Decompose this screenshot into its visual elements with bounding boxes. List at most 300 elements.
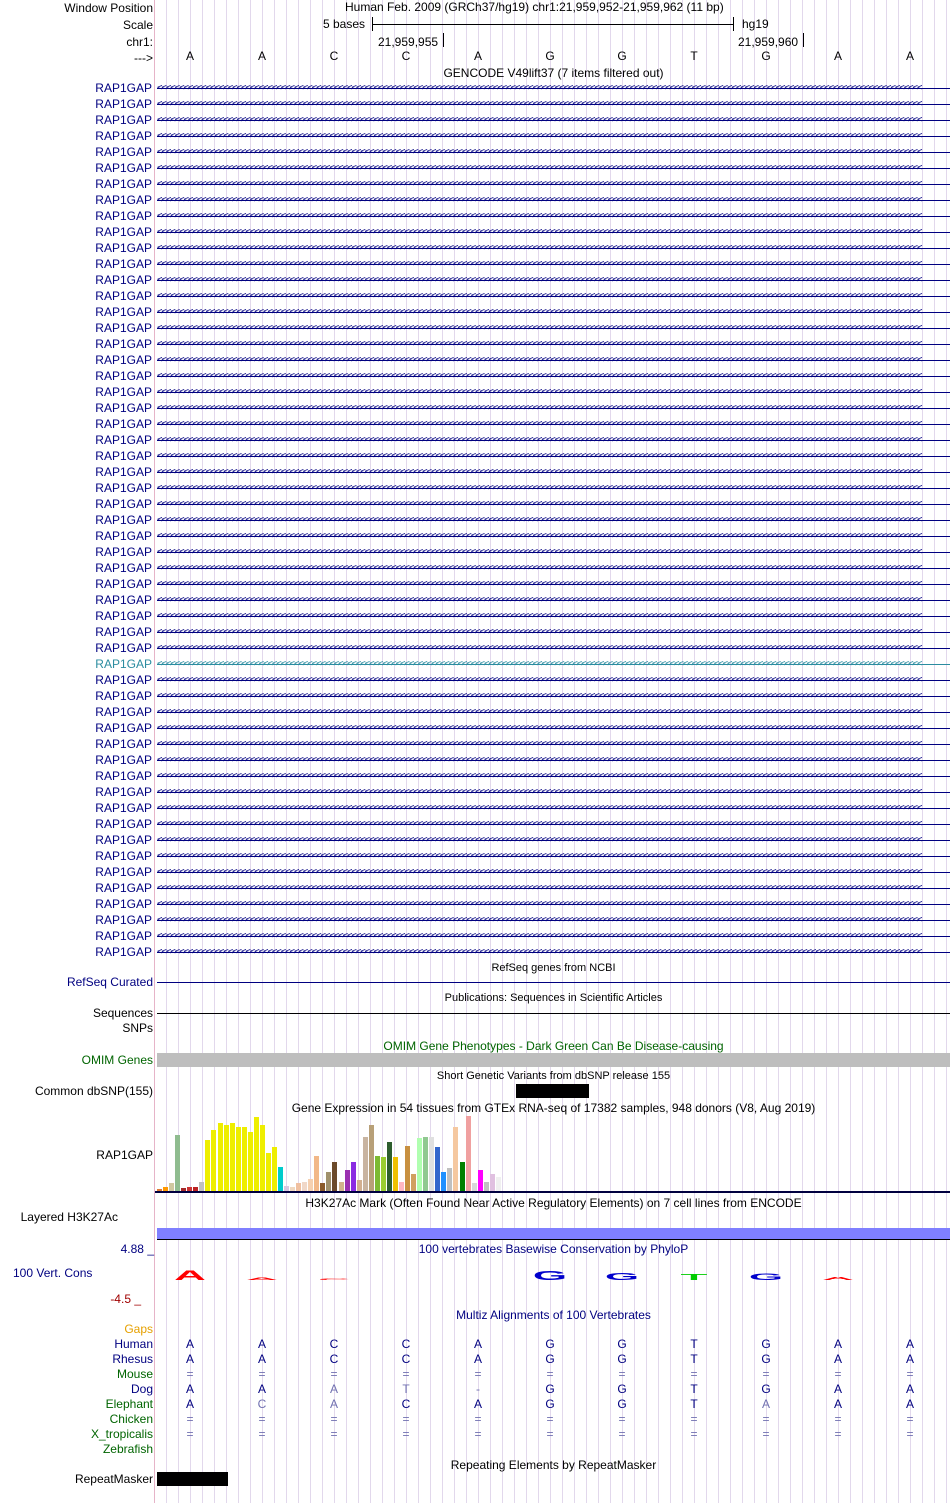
gencode-transcript-row[interactable] <box>0 256 950 272</box>
gtex-track-label[interactable]: RAP1GAP <box>96 1148 153 1162</box>
gtex-tissue-bar[interactable] <box>339 1182 344 1191</box>
gtex-baseline <box>155 1191 950 1193</box>
gtex-tissue-bar[interactable] <box>399 1182 404 1191</box>
gtex-tissue-bar[interactable] <box>453 1127 458 1191</box>
gencode-transcript-row[interactable] <box>0 880 950 896</box>
gtex-tissue-bar[interactable] <box>326 1172 331 1191</box>
multiz-base: = <box>474 1367 482 1381</box>
gencode-transcript-row[interactable] <box>0 240 950 256</box>
gencode-strand-chevrons: <<<<<<<<<<<<<<<<<<<<<<<<<<<<<<<<<<<<<<<<<<<<<<<<<<<<<<<<<<<<<<<<<<<<<<<<<<<<<<<<<<<<<<<<<<<<<<<<<<<<<<<<<<<<<<<<<<<<<<<<<<<<<<<<<<<<<<<<<<<<<<<<<<<<<<<<<<<<<<<<<<<<<<<<<<<<< <box>157 899 922 909</box>
gencode-transcript-label[interactable]: RAP1GAP <box>95 385 152 399</box>
gencode-transcript-row[interactable] <box>0 656 950 672</box>
gencode-transcript-row[interactable] <box>0 528 950 544</box>
gencode-transcript-row[interactable] <box>0 944 950 960</box>
multiz-base: = <box>330 1367 338 1381</box>
gencode-transcript-label[interactable]: RAP1GAP <box>95 193 152 207</box>
dbsnp-track-label[interactable]: Common dbSNP(155) <box>34 1084 153 1098</box>
gtex-tissue-bar[interactable] <box>387 1142 392 1191</box>
gencode-transcript-label[interactable]: RAP1GAP <box>95 305 152 319</box>
gencode-strand-chevrons: <<<<<<<<<<<<<<<<<<<<<<<<<<<<<<<<<<<<<<<<<<<<<<<<<<<<<<<<<<<<<<<<<<<<<<<<<<<<<<<<<<<<<<<<<<<<<<<<<<<<<<<<<<<<<<<<<<<<<<<<<<<<<<<<<<<<<<<<<<<<<<<<<<<<<<<<<<<<<<<<<<<<<<<<<<<<< <box>157 755 922 765</box>
gencode-transcript-row[interactable] <box>0 224 950 240</box>
gencode-transcript-label[interactable]: RAP1GAP <box>95 657 152 671</box>
gencode-transcript-row[interactable] <box>0 816 950 832</box>
multiz-base: = <box>546 1412 554 1426</box>
gencode-transcript-row[interactable] <box>0 304 950 320</box>
gtex-tissue-bar[interactable] <box>211 1130 216 1191</box>
base-letter: A <box>257 49 266 63</box>
multiz-base: G <box>617 1382 627 1396</box>
phylop-base-mark: G <box>532 1268 568 1283</box>
gencode-transcript-row[interactable] <box>0 288 950 304</box>
gencode-strand-chevrons: <<<<<<<<<<<<<<<<<<<<<<<<<<<<<<<<<<<<<<<<<<<<<<<<<<<<<<<<<<<<<<<<<<<<<<<<<<<<<<<<<<<<<<<<<<<<<<<<<<<<<<<<<<<<<<<<<<<<<<<<<<<<<<<<<<<<<<<<<<<<<<<<<<<<<<<<<<<<<<<<<<<<<<<<<<<<< <box>157 147 922 157</box>
gtex-tissue-bar[interactable] <box>351 1162 356 1191</box>
multiz-species-label[interactable]: Elephant <box>105 1397 153 1411</box>
multiz-species-label[interactable]: Dog <box>130 1382 153 1396</box>
gencode-transcript-label[interactable]: RAP1GAP <box>95 337 152 351</box>
gencode-strand-chevrons: <<<<<<<<<<<<<<<<<<<<<<<<<<<<<<<<<<<<<<<<<<<<<<<<<<<<<<<<<<<<<<<<<<<<<<<<<<<<<<<<<<<<<<<<<<<<<<<<<<<<<<<<<<<<<<<<<<<<<<<<<<<<<<<<<<<<<<<<<<<<<<<<<<<<<<<<<<<<<<<<<<<<<<<<<<<<< <box>157 355 922 365</box>
multiz-base: G <box>545 1352 555 1366</box>
phylop-conservation-plot[interactable] <box>155 1258 950 1298</box>
gencode-transcript-label[interactable]: RAP1GAP <box>95 561 152 575</box>
gencode-transcript-row[interactable] <box>0 592 950 608</box>
gencode-transcript-label[interactable]: RAP1GAP <box>95 433 152 447</box>
gencode-strand-chevrons: <<<<<<<<<<<<<<<<<<<<<<<<<<<<<<<<<<<<<<<<<<<<<<<<<<<<<<<<<<<<<<<<<<<<<<<<<<<<<<<<<<<<<<<<<<<<<<<<<<<<<<<<<<<<<<<<<<<<<<<<<<<<<<<<<<<<<<<<<<<<<<<<<<<<<<<<<<<<<<<<<<<<<<<<<<<<< <box>157 947 922 957</box>
h3k27ac-signal-bar[interactable] <box>157 1228 950 1239</box>
gencode-transcript-row[interactable] <box>0 480 950 496</box>
dbsnp-variant-block[interactable] <box>516 1084 589 1098</box>
repeatmasker-track-title[interactable]: Repeating Elements by RepeatMasker <box>450 1458 657 1472</box>
phylop-track-title[interactable]: 100 vertebrates Basewise Conservation by PhyloP <box>418 1242 689 1256</box>
gtex-tissue-bar[interactable] <box>496 1177 501 1191</box>
gtex-tissue-bar[interactable] <box>254 1117 259 1191</box>
gencode-transcript-label[interactable]: RAP1GAP <box>95 865 152 879</box>
gtex-tissue-bar[interactable] <box>242 1127 247 1191</box>
gencode-transcript-row[interactable] <box>0 400 950 416</box>
gencode-transcript-row[interactable] <box>0 176 950 192</box>
gtex-tissue-bar[interactable] <box>248 1132 253 1191</box>
multiz-base: C <box>401 1337 411 1351</box>
multiz-base: = <box>906 1367 914 1381</box>
gencode-strand-chevrons: <<<<<<<<<<<<<<<<<<<<<<<<<<<<<<<<<<<<<<<<<<<<<<<<<<<<<<<<<<<<<<<<<<<<<<<<<<<<<<<<<<<<<<<<<<<<<<<<<<<<<<<<<<<<<<<<<<<<<<<<<<<<<<<<<<<<<<<<<<<<<<<<<<<<<<<<<<<<<<<<<<<<<<<<<<<<< <box>157 675 922 685</box>
gencode-strand-chevrons: <<<<<<<<<<<<<<<<<<<<<<<<<<<<<<<<<<<<<<<<<<<<<<<<<<<<<<<<<<<<<<<<<<<<<<<<<<<<<<<<<<<<<<<<<<<<<<<<<<<<<<<<<<<<<<<<<<<<<<<<<<<<<<<<<<<<<<<<<<<<<<<<<<<<<<<<<<<<<<<<<<<<<<<<<<<<< <box>157 211 922 221</box>
gtex-tissue-bar[interactable] <box>423 1137 428 1191</box>
gencode-transcript-label[interactable]: RAP1GAP <box>95 849 152 863</box>
gtex-tissue-bar[interactable] <box>405 1146 410 1191</box>
gencode-transcript-label[interactable]: RAP1GAP <box>95 369 152 383</box>
multiz-base: = <box>546 1427 554 1441</box>
gencode-strand-chevrons: <<<<<<<<<<<<<<<<<<<<<<<<<<<<<<<<<<<<<<<<<<<<<<<<<<<<<<<<<<<<<<<<<<<<<<<<<<<<<<<<<<<<<<<<<<<<<<<<<<<<<<<<<<<<<<<<<<<<<<<<<<<<<<<<<<<<<<<<<<<<<<<<<<<<<<<<<<<<<<<<<<<<<<<<<<<<< <box>157 707 922 717</box>
gtex-tissue-bar[interactable] <box>169 1183 174 1191</box>
gencode-transcript-row[interactable] <box>0 608 950 624</box>
gencode-strand-chevrons: <<<<<<<<<<<<<<<<<<<<<<<<<<<<<<<<<<<<<<<<<<<<<<<<<<<<<<<<<<<<<<<<<<<<<<<<<<<<<<<<<<<<<<<<<<<<<<<<<<<<<<<<<<<<<<<<<<<<<<<<<<<<<<<<<<<<<<<<<<<<<<<<<<<<<<<<<<<<<<<<<<<<<<<<<<<<< <box>157 595 922 605</box>
gencode-transcript-row[interactable] <box>0 720 950 736</box>
multiz-base: = <box>618 1367 626 1381</box>
multiz-base: A <box>905 1352 914 1366</box>
gencode-transcript-label[interactable]: RAP1GAP <box>95 705 152 719</box>
gencode-transcript-label[interactable]: RAP1GAP <box>95 753 152 767</box>
gencode-strand-chevrons: <<<<<<<<<<<<<<<<<<<<<<<<<<<<<<<<<<<<<<<<<<<<<<<<<<<<<<<<<<<<<<<<<<<<<<<<<<<<<<<<<<<<<<<<<<<<<<<<<<<<<<<<<<<<<<<<<<<<<<<<<<<<<<<<<<<<<<<<<<<<<<<<<<<<<<<<<<<<<<<<<<<<<<<<<<<<< <box>157 531 922 541</box>
position-right-tick <box>803 33 804 47</box>
gencode-strand-chevrons: <<<<<<<<<<<<<<<<<<<<<<<<<<<<<<<<<<<<<<<<<<<<<<<<<<<<<<<<<<<<<<<<<<<<<<<<<<<<<<<<<<<<<<<<<<<<<<<<<<<<<<<<<<<<<<<<<<<<<<<<<<<<<<<<<<<<<<<<<<<<<<<<<<<<<<<<<<<<<<<<<<<<<<<<<<<<< <box>157 195 922 205</box>
gencode-transcript-row[interactable] <box>0 672 950 688</box>
multiz-base: = <box>690 1427 698 1441</box>
position-right: 21,959,960 <box>738 35 799 49</box>
omim-gene-bar[interactable] <box>157 1053 950 1067</box>
gtex-tissue-bar[interactable] <box>314 1156 319 1191</box>
gencode-transcript-label[interactable]: RAP1GAP <box>95 225 152 239</box>
gencode-transcript-label[interactable]: RAP1GAP <box>95 321 152 335</box>
gencode-transcript-row[interactable] <box>0 784 950 800</box>
gencode-transcript-row[interactable] <box>0 768 950 784</box>
gtex-tissue-bar[interactable] <box>266 1153 271 1191</box>
multiz-base: A <box>185 1382 194 1396</box>
gtex-tissue-bar[interactable] <box>278 1167 283 1191</box>
window-position-label: Window Position <box>64 1 153 15</box>
multiz-base: = <box>258 1412 266 1426</box>
gencode-transcript-row[interactable] <box>0 80 950 96</box>
gencode-transcript-row[interactable] <box>0 736 950 752</box>
gencode-transcript-row[interactable] <box>0 864 950 880</box>
multiz-base: = <box>186 1412 194 1426</box>
gtex-tissue-bar[interactable] <box>484 1182 489 1191</box>
gencode-transcript-label[interactable]: RAP1GAP <box>95 817 152 831</box>
multiz-base: G <box>617 1352 627 1366</box>
base-letter: A <box>833 49 842 63</box>
gencode-strand-chevrons: <<<<<<<<<<<<<<<<<<<<<<<<<<<<<<<<<<<<<<<<<<<<<<<<<<<<<<<<<<<<<<<<<<<<<<<<<<<<<<<<<<<<<<<<<<<<<<<<<<<<<<<<<<<<<<<<<<<<<<<<<<<<<<<<<<<<<<<<<<<<<<<<<<<<<<<<<<<<<<<<<<<<<<<<<<<<< <box>157 611 922 621</box>
gtex-tissue-bar[interactable] <box>296 1183 301 1191</box>
gtex-tissue-bar[interactable] <box>441 1172 446 1191</box>
multiz-base: = <box>474 1427 482 1441</box>
h3k27ac-track-title[interactable]: H3K27Ac Mark (Often Found Near Active Regulatory Elements) on 7 cell lines from ENCODE <box>305 1196 802 1210</box>
scale-label: Scale <box>122 18 153 32</box>
gtex-tissue-bar[interactable] <box>381 1157 386 1191</box>
gencode-transcript-label[interactable]: RAP1GAP <box>95 513 152 527</box>
gtex-tissue-bar[interactable] <box>175 1135 180 1191</box>
gtex-tissue-bar[interactable] <box>478 1170 483 1191</box>
gencode-transcript-row[interactable] <box>0 368 950 384</box>
gencode-transcript-row[interactable] <box>0 512 950 528</box>
gencode-strand-chevrons: <<<<<<<<<<<<<<<<<<<<<<<<<<<<<<<<<<<<<<<<<<<<<<<<<<<<<<<<<<<<<<<<<<<<<<<<<<<<<<<<<<<<<<<<<<<<<<<<<<<<<<<<<<<<<<<<<<<<<<<<<<<<<<<<<<<<<<<<<<<<<<<<<<<<<<<<<<<<<<<<<<<<<<<<<<<<< <box>157 179 922 189</box>
publications-track-label-snps[interactable]: SNPs <box>122 1021 153 1035</box>
multiz-species-label[interactable]: Zebrafish <box>102 1442 153 1456</box>
gencode-transcript-label[interactable]: RAP1GAP <box>95 737 152 751</box>
gencode-transcript-label[interactable]: RAP1GAP <box>95 81 152 95</box>
gencode-strand-chevrons: <<<<<<<<<<<<<<<<<<<<<<<<<<<<<<<<<<<<<<<<<<<<<<<<<<<<<<<<<<<<<<<<<<<<<<<<<<<<<<<<<<<<<<<<<<<<<<<<<<<<<<<<<<<<<<<<<<<<<<<<<<<<<<<<<<<<<<<<<<<<<<<<<<<<<<<<<<<<<<<<<<<<<<<<<<<<< <box>157 483 922 493</box>
dbsnp-track-title[interactable]: Short Genetic Variants from dbSNP release 155 <box>436 1070 671 1082</box>
gencode-track-title[interactable]: GENCODE V49lift37 (7 items filtered out) <box>443 66 664 80</box>
gencode-transcript-label[interactable]: RAP1GAP <box>95 273 152 287</box>
gencode-transcript-label[interactable]: RAP1GAP <box>95 529 152 543</box>
gencode-transcript-label[interactable]: RAP1GAP <box>95 353 152 367</box>
gencode-transcript-label[interactable]: RAP1GAP <box>95 913 152 927</box>
gtex-tissue-bar[interactable] <box>435 1147 440 1191</box>
gencode-transcript-row[interactable] <box>0 432 950 448</box>
gencode-transcript-label[interactable]: RAP1GAP <box>95 481 152 495</box>
gencode-transcript-row[interactable] <box>0 384 950 400</box>
gencode-transcript-row[interactable] <box>0 144 950 160</box>
omim-track-label[interactable]: OMIM Genes <box>81 1053 153 1067</box>
phylop-base-mark: T <box>680 1272 708 1282</box>
gencode-strand-chevrons: <<<<<<<<<<<<<<<<<<<<<<<<<<<<<<<<<<<<<<<<<<<<<<<<<<<<<<<<<<<<<<<<<<<<<<<<<<<<<<<<<<<<<<<<<<<<<<<<<<<<<<<<<<<<<<<<<<<<<<<<<<<<<<<<<<<<<<<<<<<<<<<<<<<<<<<<<<<<<<<<<<<<<<<<<<<<< <box>157 579 922 589</box>
gencode-transcript-label[interactable]: RAP1GAP <box>95 609 152 623</box>
gencode-strand-chevrons: <<<<<<<<<<<<<<<<<<<<<<<<<<<<<<<<<<<<<<<<<<<<<<<<<<<<<<<<<<<<<<<<<<<<<<<<<<<<<<<<<<<<<<<<<<<<<<<<<<<<<<<<<<<<<<<<<<<<<<<<<<<<<<<<<<<<<<<<<<<<<<<<<<<<<<<<<<<<<<<<<<<<<<<<<<<<< <box>157 291 922 301</box>
gencode-transcript-row[interactable] <box>0 448 950 464</box>
gencode-strand-chevrons: <<<<<<<<<<<<<<<<<<<<<<<<<<<<<<<<<<<<<<<<<<<<<<<<<<<<<<<<<<<<<<<<<<<<<<<<<<<<<<<<<<<<<<<<<<<<<<<<<<<<<<<<<<<<<<<<<<<<<<<<<<<<<<<<<<<<<<<<<<<<<<<<<<<<<<<<<<<<<<<<<<<<<<<<<<<<< <box>157 403 922 413</box>
gencode-transcript-label[interactable]: RAP1GAP <box>95 769 152 783</box>
multiz-base: = <box>690 1367 698 1381</box>
phylop-max-label: 4.88 _ <box>120 1242 154 1256</box>
gencode-transcript-row[interactable] <box>0 96 950 112</box>
gencode-transcript-label[interactable]: RAP1GAP <box>95 945 152 959</box>
multiz-base: T <box>402 1382 410 1396</box>
gencode-transcript-row[interactable] <box>0 272 950 288</box>
multiz-species-label[interactable]: Human <box>114 1337 153 1351</box>
gtex-tissue-bar[interactable] <box>466 1116 471 1191</box>
gtex-tissue-bar[interactable] <box>363 1137 368 1191</box>
base-letter: G <box>545 49 555 63</box>
gencode-strand-chevrons: <<<<<<<<<<<<<<<<<<<<<<<<<<<<<<<<<<<<<<<<<<<<<<<<<<<<<<<<<<<<<<<<<<<<<<<<<<<<<<<<<<<<<<<<<<<<<<<<<<<<<<<<<<<<<<<<<<<<<<<<<<<<<<<<<<<<<<<<<<<<<<<<<<<<<<<<<<<<<<<<<<<<<<<<<<<<< <box>157 435 922 445</box>
multiz-base: T <box>690 1397 698 1411</box>
gencode-transcript-label[interactable]: RAP1GAP <box>95 545 152 559</box>
h3k27ac-track-label[interactable]: Layered H3K27Ac <box>20 1210 118 1224</box>
multiz-base: C <box>329 1337 339 1351</box>
gencode-transcript-row[interactable] <box>0 704 950 720</box>
multiz-base: A <box>905 1382 914 1396</box>
scale-text: 5 bases <box>323 17 366 31</box>
gencode-transcript-label[interactable]: RAP1GAP <box>95 145 152 159</box>
gencode-transcript-row[interactable] <box>0 336 950 352</box>
phylop-base-mark: G <box>748 1271 784 1282</box>
gencode-transcript-label[interactable]: RAP1GAP <box>95 257 152 271</box>
gtex-bar-chart[interactable] <box>155 1116 950 1191</box>
gencode-strand-chevrons: <<<<<<<<<<<<<<<<<<<<<<<<<<<<<<<<<<<<<<<<<<<<<<<<<<<<<<<<<<<<<<<<<<<<<<<<<<<<<<<<<<<<<<<<<<<<<<<<<<<<<<<<<<<<<<<<<<<<<<<<<<<<<<<<<<<<<<<<<<<<<<<<<<<<<<<<<<<<<<<<<<<<<<<<<<<<< <box>157 515 922 525</box>
phylop-min-label: -4.5 _ <box>110 1292 141 1306</box>
multiz-base: C <box>257 1397 267 1411</box>
gencode-transcript-row[interactable] <box>0 464 950 480</box>
gencode-transcript-label[interactable]: RAP1GAP <box>95 241 152 255</box>
gencode-transcript-label[interactable]: RAP1GAP <box>95 129 152 143</box>
gencode-transcript-label[interactable]: RAP1GAP <box>95 177 152 191</box>
scale-assembly: hg19 <box>742 17 769 31</box>
multiz-base: A <box>473 1352 482 1366</box>
multiz-base: T <box>690 1382 698 1396</box>
gencode-transcript-label[interactable]: RAP1GAP <box>95 721 152 735</box>
gtex-tissue-bar[interactable] <box>272 1147 277 1191</box>
gtex-tissue-bar[interactable] <box>308 1179 313 1191</box>
gtex-tissue-bar[interactable] <box>375 1156 380 1191</box>
multiz-base: = <box>834 1427 842 1441</box>
gencode-transcript-row[interactable] <box>0 912 950 928</box>
phylop-base-mark: G <box>604 1270 640 1283</box>
multiz-base: = <box>618 1427 626 1441</box>
gencode-transcript-row[interactable] <box>0 800 950 816</box>
gtex-tissue-bar[interactable] <box>472 1183 477 1191</box>
gencode-strand-chevrons: <<<<<<<<<<<<<<<<<<<<<<<<<<<<<<<<<<<<<<<<<<<<<<<<<<<<<<<<<<<<<<<<<<<<<<<<<<<<<<<<<<<<<<<<<<<<<<<<<<<<<<<<<<<<<<<<<<<<<<<<<<<<<<<<<<<<<<<<<<<<<<<<<<<<<<<<<<<<<<<<<<<<<<<<<<<<< <box>157 259 922 269</box>
gtex-tissue-bar[interactable] <box>199 1182 204 1191</box>
gencode-transcript-row[interactable] <box>0 848 950 864</box>
phylop-track-label[interactable]: 100 Vert. Cons <box>13 1266 93 1280</box>
multiz-base: = <box>258 1367 266 1381</box>
strand-label: ---> <box>134 51 153 65</box>
multiz-base: T <box>690 1352 698 1366</box>
gencode-transcript-row[interactable] <box>0 640 950 656</box>
multiz-base: = <box>546 1367 554 1381</box>
phylop-base-mark: A <box>174 1267 206 1284</box>
multiz-species-label[interactable]: Chicken <box>109 1412 153 1426</box>
gencode-strand-chevrons: <<<<<<<<<<<<<<<<<<<<<<<<<<<<<<<<<<<<<<<<<<<<<<<<<<<<<<<<<<<<<<<<<<<<<<<<<<<<<<<<<<<<<<<<<<<<<<<<<<<<<<<<<<<<<<<<<<<<<<<<<<<<<<<<<<<<<<<<<<<<<<<<<<<<<<<<<<<<<<<<<<<<<<<<<<<<< <box>157 691 922 701</box>
gencode-strand-chevrons: <<<<<<<<<<<<<<<<<<<<<<<<<<<<<<<<<<<<<<<<<<<<<<<<<<<<<<<<<<<<<<<<<<<<<<<<<<<<<<<<<<<<<<<<<<<<<<<<<<<<<<<<<<<<<<<<<<<<<<<<<<<<<<<<<<<<<<<<<<<<<<<<<<<<<<<<<<<<<<<<<<<<<<<<<<<<< <box>157 723 922 733</box>
gtex-tissue-bar[interactable] <box>302 1182 307 1191</box>
gencode-transcript-row[interactable] <box>0 560 950 576</box>
multiz-gaps-label[interactable]: Gaps <box>124 1322 153 1336</box>
gtex-tissue-bar[interactable] <box>490 1174 495 1191</box>
gencode-transcript-row[interactable] <box>0 208 950 224</box>
multiz-base: A <box>833 1352 842 1366</box>
gtex-tissue-bar[interactable] <box>411 1174 416 1191</box>
gencode-transcript-label[interactable]: RAP1GAP <box>95 897 152 911</box>
gtex-tissue-bar[interactable] <box>393 1157 398 1191</box>
multiz-base: A <box>329 1397 338 1411</box>
gtex-tissue-bar[interactable] <box>447 1168 452 1191</box>
gencode-transcript-row[interactable] <box>0 832 950 848</box>
gencode-strand-chevrons: <<<<<<<<<<<<<<<<<<<<<<<<<<<<<<<<<<<<<<<<<<<<<<<<<<<<<<<<<<<<<<<<<<<<<<<<<<<<<<<<<<<<<<<<<<<<<<<<<<<<<<<<<<<<<<<<<<<<<<<<<<<<<<<<<<<<<<<<<<<<<<<<<<<<<<<<<<<<<<<<<<<<<<<<<<<<< <box>157 627 922 637</box>
multiz-base: A <box>185 1397 194 1411</box>
gencode-strand-chevrons: <<<<<<<<<<<<<<<<<<<<<<<<<<<<<<<<<<<<<<<<<<<<<<<<<<<<<<<<<<<<<<<<<<<<<<<<<<<<<<<<<<<<<<<<<<<<<<<<<<<<<<<<<<<<<<<<<<<<<<<<<<<<<<<<<<<<<<<<<<<<<<<<<<<<<<<<<<<<<<<<<<<<<<<<<<<<< <box>157 835 922 845</box>
gencode-transcript-label[interactable]: RAP1GAP <box>95 929 152 943</box>
gencode-transcript-label[interactable]: RAP1GAP <box>95 881 152 895</box>
multiz-base: G <box>761 1382 771 1396</box>
gencode-transcript-label[interactable]: RAP1GAP <box>95 785 152 799</box>
gencode-transcript-label[interactable]: RAP1GAP <box>95 465 152 479</box>
gencode-transcript-label[interactable]: RAP1GAP <box>95 641 152 655</box>
gencode-transcript-label[interactable]: RAP1GAP <box>95 625 152 639</box>
gencode-transcript-row[interactable] <box>0 928 950 944</box>
phylop-base-mark: A <box>822 1275 854 1282</box>
gencode-transcript-row[interactable] <box>0 576 950 592</box>
gencode-transcript-label[interactable]: RAP1GAP <box>95 689 152 703</box>
gencode-transcript-label[interactable]: RAP1GAP <box>95 113 152 127</box>
omim-track-title[interactable]: OMIM Gene Phenotypes - Dark Green Can Be Disease-causing <box>383 1039 724 1053</box>
multiz-base: = <box>186 1427 194 1441</box>
gencode-strand-chevrons: <<<<<<<<<<<<<<<<<<<<<<<<<<<<<<<<<<<<<<<<<<<<<<<<<<<<<<<<<<<<<<<<<<<<<<<<<<<<<<<<<<<<<<<<<<<<<<<<<<<<<<<<<<<<<<<<<<<<<<<<<<<<<<<<<<<<<<<<<<<<<<<<<<<<<<<<<<<<<<<<<<<<<<<<<<<<< <box>157 659 922 669</box>
gencode-strand-chevrons: <<<<<<<<<<<<<<<<<<<<<<<<<<<<<<<<<<<<<<<<<<<<<<<<<<<<<<<<<<<<<<<<<<<<<<<<<<<<<<<<<<<<<<<<<<<<<<<<<<<<<<<<<<<<<<<<<<<<<<<<<<<<<<<<<<<<<<<<<<<<<<<<<<<<<<<<<<<<<<<<<<<<<<<<<<<<< <box>157 371 922 381</box>
gtex-tissue-bar[interactable] <box>224 1125 229 1191</box>
gencode-transcript-label[interactable]: RAP1GAP <box>95 801 152 815</box>
phylop-base-mark: A <box>246 1276 278 1281</box>
multiz-base: = <box>186 1367 194 1381</box>
scale-bar-left-tick <box>372 17 373 31</box>
gencode-transcript-label[interactable]: RAP1GAP <box>95 97 152 111</box>
gtex-tissue-bar[interactable] <box>345 1170 350 1191</box>
gencode-transcript-row[interactable] <box>0 624 950 640</box>
gencode-transcript-label[interactable]: RAP1GAP <box>95 417 152 431</box>
phylop-svg <box>155 1258 950 1298</box>
gencode-transcript-row[interactable] <box>0 192 950 208</box>
multiz-base: = <box>834 1367 842 1381</box>
gtex-tissue-bar[interactable] <box>218 1123 223 1191</box>
multiz-species-label[interactable]: Mouse <box>116 1367 153 1381</box>
gtex-tissue-bar[interactable] <box>205 1140 210 1191</box>
position-left: 21,959,955 <box>378 35 439 49</box>
gencode-transcript-label[interactable]: RAP1GAP <box>95 289 152 303</box>
gtex-tissue-bar[interactable] <box>357 1180 362 1191</box>
gencode-transcript-row[interactable] <box>0 752 950 768</box>
refseq-track-title[interactable]: RefSeq genes from NCBI <box>491 962 616 974</box>
scale-bar <box>372 24 733 25</box>
gencode-transcript-row[interactable] <box>0 544 950 560</box>
phylop-base-mark: C <box>318 1278 350 1281</box>
window-position-value: Human Feb. 2009 (GRCh37/hg19) chr1:21,959,952-21,959,962 (11 bp) <box>345 0 724 14</box>
gencode-strand-chevrons: <<<<<<<<<<<<<<<<<<<<<<<<<<<<<<<<<<<<<<<<<<<<<<<<<<<<<<<<<<<<<<<<<<<<<<<<<<<<<<<<<<<<<<<<<<<<<<<<<<<<<<<<<<<<<<<<<<<<<<<<<<<<<<<<<<<<<<<<<<<<<<<<<<<<<<<<<<<<<<<<<<<<<<<<<<<<< <box>157 739 922 749</box>
gencode-strand-chevrons: <<<<<<<<<<<<<<<<<<<<<<<<<<<<<<<<<<<<<<<<<<<<<<<<<<<<<<<<<<<<<<<<<<<<<<<<<<<<<<<<<<<<<<<<<<<<<<<<<<<<<<<<<<<<<<<<<<<<<<<<<<<<<<<<<<<<<<<<<<<<<<<<<<<<<<<<<<<<<<<<<<<<<<<<<<<<< <box>157 467 922 477</box>
gencode-transcript-row[interactable] <box>0 112 950 128</box>
gencode-transcript-label[interactable]: RAP1GAP <box>95 833 152 847</box>
gencode-transcript-row[interactable] <box>0 128 950 144</box>
gencode-strand-chevrons: <<<<<<<<<<<<<<<<<<<<<<<<<<<<<<<<<<<<<<<<<<<<<<<<<<<<<<<<<<<<<<<<<<<<<<<<<<<<<<<<<<<<<<<<<<<<<<<<<<<<<<<<<<<<<<<<<<<<<<<<<<<<<<<<<<<<<<<<<<<<<<<<<<<<<<<<<<<<<<<<<<<<<<<<<<<<< <box>157 931 922 941</box>
refseq-track-line <box>157 982 950 983</box>
gtex-tissue-bar[interactable] <box>260 1125 265 1191</box>
repeatmasker-element[interactable] <box>157 1472 228 1486</box>
multiz-base: A <box>257 1382 266 1396</box>
gencode-transcript-label[interactable]: RAP1GAP <box>95 497 152 511</box>
multiz-base: A <box>905 1397 914 1411</box>
gencode-transcript-label[interactable]: RAP1GAP <box>95 593 152 607</box>
gencode-transcript-row[interactable] <box>0 160 950 176</box>
gencode-transcript-label[interactable]: RAP1GAP <box>95 577 152 591</box>
gencode-strand-chevrons: <<<<<<<<<<<<<<<<<<<<<<<<<<<<<<<<<<<<<<<<<<<<<<<<<<<<<<<<<<<<<<<<<<<<<<<<<<<<<<<<<<<<<<<<<<<<<<<<<<<<<<<<<<<<<<<<<<<<<<<<<<<<<<<<<<<<<<<<<<<<<<<<<<<<<<<<<<<<<<<<<<<<<<<<<<<<< <box>157 819 922 829</box>
gencode-transcript-label[interactable]: RAP1GAP <box>95 673 152 687</box>
multiz-base: G <box>545 1397 555 1411</box>
multiz-base: A <box>473 1397 482 1411</box>
gencode-transcript-row[interactable] <box>0 352 950 368</box>
refseq-track-label[interactable]: RefSeq Curated <box>66 975 153 989</box>
gencode-transcript-row[interactable] <box>0 688 950 704</box>
gencode-transcript-row[interactable] <box>0 896 950 912</box>
gencode-transcript-label[interactable]: RAP1GAP <box>95 209 152 223</box>
gtex-tissue-bar[interactable] <box>320 1183 325 1191</box>
gtex-tissue-bar[interactable] <box>429 1137 434 1191</box>
base-letter: C <box>401 49 411 63</box>
multiz-track-title[interactable]: Multiz Alignments of 100 Vertebrates <box>456 1308 651 1322</box>
gtex-tissue-bar[interactable] <box>236 1127 241 1191</box>
publications-track-title[interactable]: Publications: Sequences in Scientific Articles <box>444 992 663 1004</box>
gtex-tissue-bar[interactable] <box>460 1162 465 1191</box>
gtex-tissue-bar[interactable] <box>230 1123 235 1191</box>
gencode-strand-chevrons: <<<<<<<<<<<<<<<<<<<<<<<<<<<<<<<<<<<<<<<<<<<<<<<<<<<<<<<<<<<<<<<<<<<<<<<<<<<<<<<<<<<<<<<<<<<<<<<<<<<<<<<<<<<<<<<<<<<<<<<<<<<<<<<<<<<<<<<<<<<<<<<<<<<<<<<<<<<<<<<<<<<<<<<<<<<<< <box>157 83 922 93</box>
multiz-base: = <box>690 1412 698 1426</box>
gencode-strand-chevrons: <<<<<<<<<<<<<<<<<<<<<<<<<<<<<<<<<<<<<<<<<<<<<<<<<<<<<<<<<<<<<<<<<<<<<<<<<<<<<<<<<<<<<<<<<<<<<<<<<<<<<<<<<<<<<<<<<<<<<<<<<<<<<<<<<<<<<<<<<<<<<<<<<<<<<<<<<<<<<<<<<<<<<<<<<<<<< <box>157 563 922 573</box>
gencode-transcript-row[interactable] <box>0 496 950 512</box>
multiz-base: = <box>762 1427 770 1441</box>
gencode-transcript-row[interactable] <box>0 416 950 432</box>
multiz-base: = <box>402 1412 410 1426</box>
publications-track-label-sequences[interactable]: Sequences <box>92 1006 153 1020</box>
multiz-base: = <box>474 1412 482 1426</box>
gencode-transcript-label[interactable]: RAP1GAP <box>95 161 152 175</box>
gtex-tissue-bar[interactable] <box>332 1162 337 1191</box>
multiz-species-label[interactable]: X_tropicalis <box>90 1427 153 1441</box>
gtex-tissue-bar[interactable] <box>369 1125 374 1191</box>
gencode-strand-chevrons: <<<<<<<<<<<<<<<<<<<<<<<<<<<<<<<<<<<<<<<<<<<<<<<<<<<<<<<<<<<<<<<<<<<<<<<<<<<<<<<<<<<<<<<<<<<<<<<<<<<<<<<<<<<<<<<<<<<<<<<<<<<<<<<<<<<<<<<<<<<<<<<<<<<<<<<<<<<<<<<<<<<<<<<<<<<<< <box>157 339 922 349</box>
gencode-transcript-label[interactable]: RAP1GAP <box>95 401 152 415</box>
gencode-strand-chevrons: <<<<<<<<<<<<<<<<<<<<<<<<<<<<<<<<<<<<<<<<<<<<<<<<<<<<<<<<<<<<<<<<<<<<<<<<<<<<<<<<<<<<<<<<<<<<<<<<<<<<<<<<<<<<<<<<<<<<<<<<<<<<<<<<<<<<<<<<<<<<<<<<<<<<<<<<<<<<<<<<<<<<<<<<<<<<< <box>157 915 922 925</box>
gtex-tissue-bar[interactable] <box>417 1138 422 1191</box>
gtex-track-title[interactable]: Gene Expression in 54 tissues from GTEx RNA-seq of 17382 samples, 948 donors (V8, Aug 2019) <box>291 1101 816 1115</box>
repeatmasker-track-label[interactable]: RepeatMasker <box>74 1472 153 1486</box>
gencode-transcript-row[interactable] <box>0 320 950 336</box>
gencode-transcript-label[interactable]: RAP1GAP <box>95 449 152 463</box>
multiz-species-label[interactable]: Rhesus <box>112 1352 153 1366</box>
